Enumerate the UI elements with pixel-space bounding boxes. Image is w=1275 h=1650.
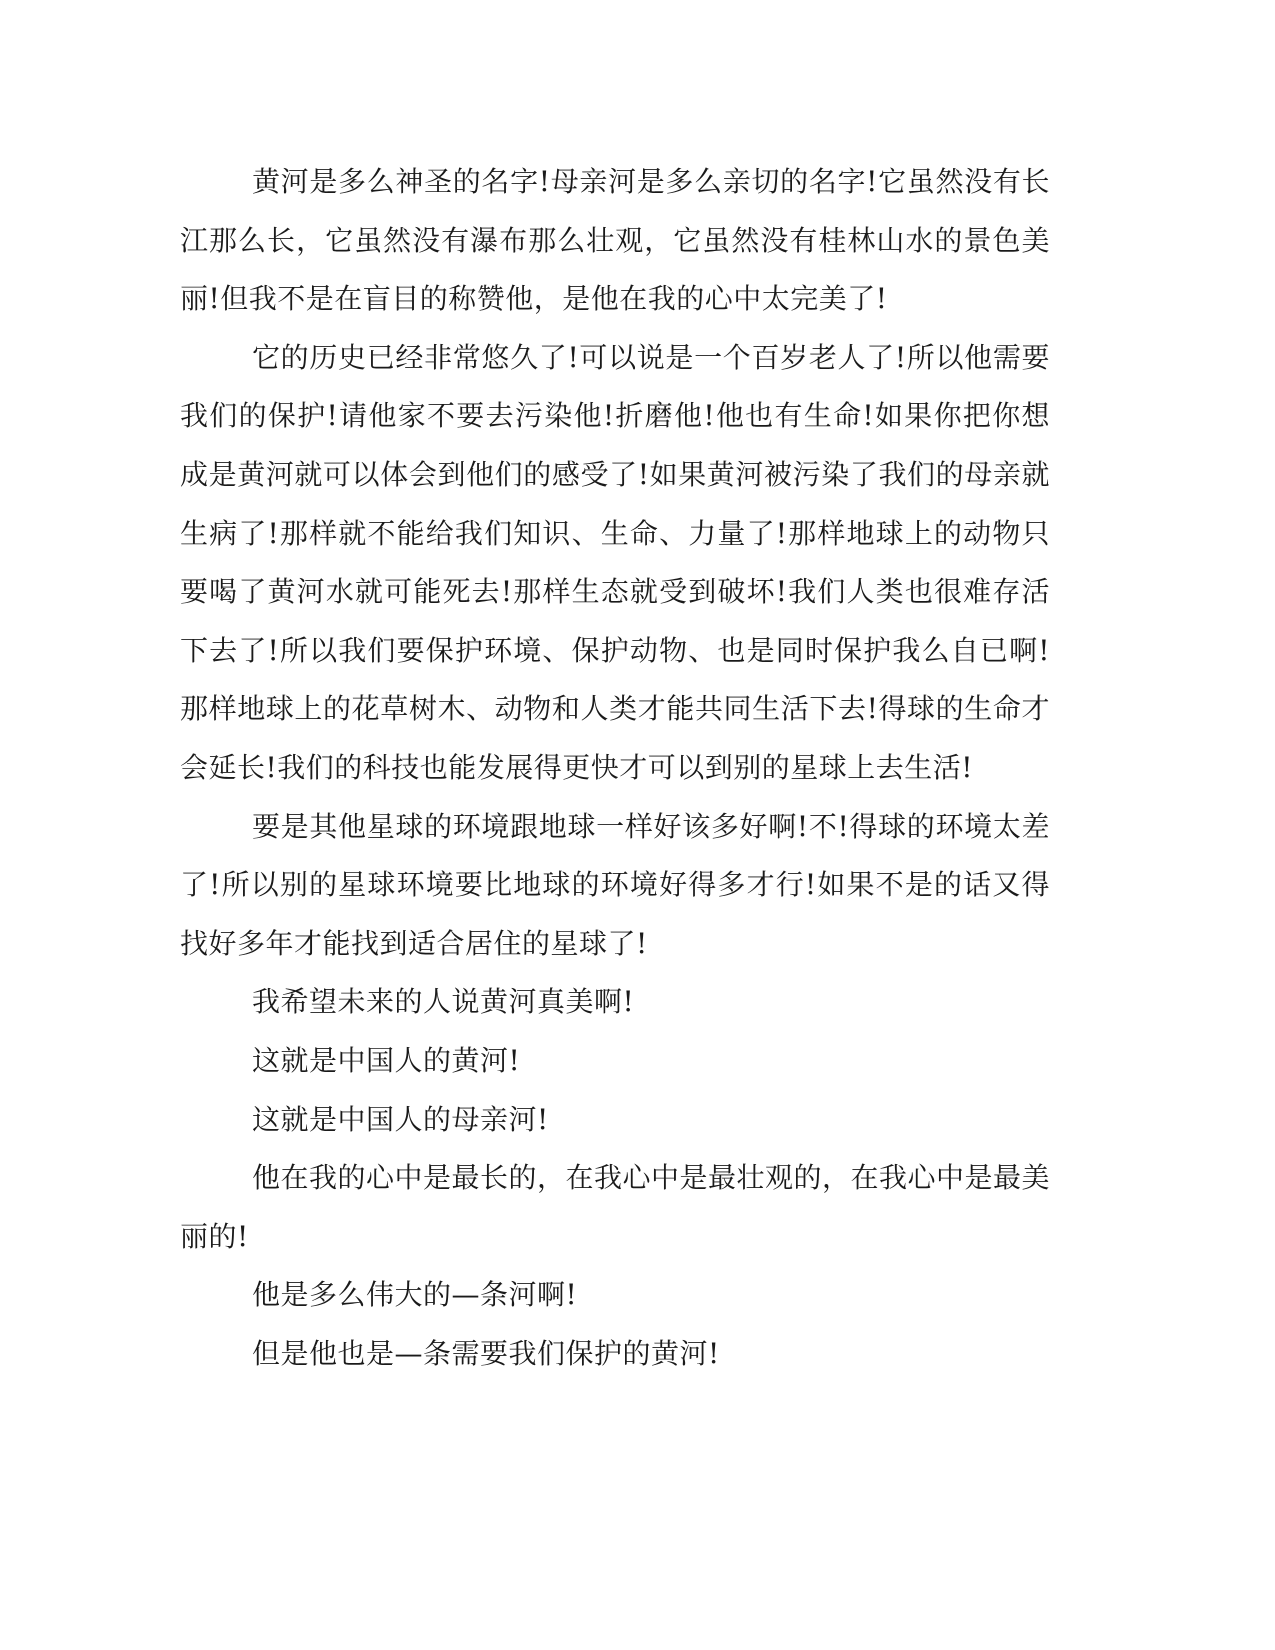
paragraph-8: 他是多么伟大的—条河啊!: [252, 1278, 578, 1312]
paragraph-4: 我希望未来的人说黄河真美啊!: [252, 985, 635, 1019]
paragraph-1: 黄河是多么神圣的名字!母亲河是多么亲切的名字!它虽然没有长江那么长，它虽然没有瀑布那么壮观，它虽然没有桂林山水的景色美丽!但我不是在盲目的称赞他，是他在我的心中太完美了!: [180, 165, 1050, 316]
paragraph-5: 这就是中国人的黄河!: [252, 1043, 521, 1077]
document-body: [180, 153, 1050, 1383]
paragraph-7: 他在我的心中是最长的，在我心中是最壮观的，在我心中是最美丽的!: [180, 1161, 1051, 1253]
paragraph-3: 要是其他星球的环境跟地球一样好该多好啊!不!得球的环境太差了!所以别的星球环境要比地球的环境好得多才行!如果不是的话又得找好多年才能找到适合居住的星球了!: [180, 809, 1050, 960]
paragraph-9: 但是他也是—条需要我们保护的黄河!: [252, 1336, 720, 1370]
paragraph-6: 这就是中国人的母亲河!: [252, 1102, 549, 1136]
paragraph-2: 它的历史已经非常悠久了!可以说是一个百岁老人了!所以他需要我们的保护!请他家不要去污染他!折磨他!他也有生命!如果你把你想成是黄河就可以体会到他们的感受了!如果黄河被污染了我们的母亲就生病了!那样就不能给我们知识、生命、力量了!那样地球上的动物只要喝了黄河水就可能死去!那样生态就受到破坏!我们人类也很难存活下去了!所以我们要保护环境、保护动物、也是同时保护我么自已啊!那样地球上的花草树木、动物和人类才能共同生活下去!得球的生命才会延长!我们的科技也能发展得更快才可以到别的星球上去生活!: [180, 340, 1050, 784]
